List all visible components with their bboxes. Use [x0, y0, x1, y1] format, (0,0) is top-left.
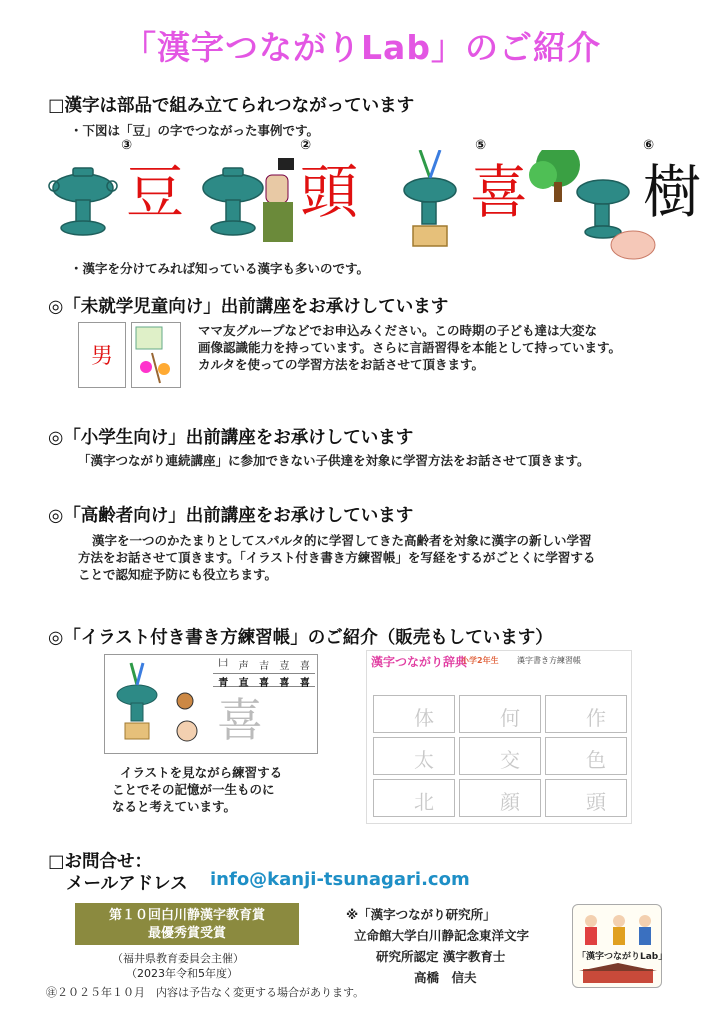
stroke-2-1: 青: [218, 678, 229, 689]
section5-caption-1: イラストを見ながら練習する: [120, 765, 283, 780]
logo-building-icon: [579, 963, 657, 985]
workbook-kanji-9: 頭: [586, 790, 606, 814]
section1-heading: □漢字は部品で組み立てられつながっています: [48, 96, 415, 116]
stroke-1-2: 声: [238, 661, 249, 672]
section4-line2: 方法をお話させて頂きます。「イラスト付き書き方練習帳」を写経をするがごとくに学習する: [78, 550, 596, 565]
karuta-card-picture: [131, 322, 181, 388]
section3-heading: ◎「小学生向け」出前講座をお承けしています: [48, 428, 414, 448]
award-badge: [75, 903, 299, 945]
section5-caption-2: ことでその記憶が一生ものに: [112, 782, 275, 797]
contact-email-label: メールアドレス: [66, 874, 188, 894]
award-sub1: （福井県教育委員会主催）: [112, 952, 244, 965]
stroke-2-3: 喜: [259, 678, 270, 689]
example-number-3: ⑤: [475, 138, 487, 153]
section4-line3: ことで認知症予防にも役立ちます。: [78, 567, 278, 582]
tree-illustration: [529, 150, 580, 202]
karuta-kanji: 男: [90, 344, 113, 369]
vessel-illustration-1: [49, 168, 117, 235]
example-kanji-1: 豆: [126, 158, 185, 226]
vessel-illustration-2: [203, 168, 263, 235]
org-line4: 高橋 信夫: [414, 970, 477, 985]
practice-illustration: [107, 657, 207, 751]
workbook-kanji-2: 何: [500, 706, 520, 730]
section2-line1: ママ友グループなどでお申込みください。この時期の子ども達は大変な: [198, 323, 598, 338]
workbook-cell-2: [459, 695, 541, 733]
vessel-illustration-4: [577, 180, 629, 238]
workbook-grade: 小学2年生: [461, 656, 499, 665]
stroke-2-2: 直: [238, 678, 249, 689]
stroke-2-4: 喜: [279, 678, 290, 689]
workbook-cell-1: [373, 695, 455, 733]
workbook-title: 漢字つながり辞典: [371, 655, 468, 669]
section4-heading: ◎「高齢者向け」出前講座をお承けしています: [48, 506, 414, 526]
practice-sheet: [104, 654, 318, 754]
example-number-1: ③: [121, 138, 133, 153]
section3-line: 「漢字つながり連続講座」に参加できない子供達を対象に学習方法をお話させて頂きます。: [78, 453, 590, 468]
example-kanji-2: [300, 158, 359, 226]
section1-note1: ・下図は「豆」の字でつながった事例です。: [70, 123, 320, 138]
workbook-kanji-7: 北: [414, 790, 434, 814]
example-kanji-3: 喜: [470, 158, 529, 226]
hand-illustration: [611, 231, 655, 259]
stroke-1-5: 喜: [299, 661, 310, 672]
section4-line1: 漢字を一つのかたまりとしてスパルタ的に学習してきた高齢者を対象に漢字の新しい学習: [92, 533, 592, 548]
workbook-cell-7: [373, 779, 455, 817]
lab-logo: [572, 904, 668, 988]
stroke-row-2: [213, 673, 315, 687]
stroke-row-1: [213, 657, 315, 671]
workbook-kanji-1: 体: [414, 706, 434, 730]
section2-heading: ◎「未就学児童向け」出前講座をお承けしています: [48, 297, 449, 317]
section1-note2: ・漢字を分けてみれば知っている漢字も多いのです。: [70, 261, 370, 276]
workbook-preview: [366, 650, 632, 824]
workbook-kanji-6: 色: [586, 748, 606, 772]
person-illustration: [263, 158, 294, 242]
workbook-kanji-4: 太: [414, 748, 434, 772]
example-kanji-2-text: 頭: [300, 158, 359, 226]
stroke-1-4: 壴: [279, 661, 290, 672]
contact-heading: □お問合せ：: [48, 852, 153, 872]
org-line1: ※「漢字つながり研究所」: [346, 907, 496, 922]
contact-email-link[interactable]: info@kanji-tsunagari.com: [210, 869, 470, 890]
award-sub2: （2023年令和5年度）: [126, 967, 238, 980]
karuta-picture-icon: [132, 323, 180, 387]
logo-text: 「漢字つながりLab」: [577, 952, 668, 962]
workbook-kanji-5: 交: [500, 748, 520, 772]
vessel-illustration-3: [404, 178, 456, 246]
award-line1: 第１０回白川静漢字教育賞: [108, 908, 265, 923]
example-number-4: ⑥: [643, 138, 655, 153]
example-kanji-4: 樹: [643, 158, 702, 226]
award-line2: 最優秀賞受賞: [147, 926, 226, 941]
org-line2: 立命館大学白川静記念東洋文字: [354, 928, 530, 943]
section2-line2: 画像認識能力を持っています。さらに言語習得を本能として持っています。: [198, 340, 622, 355]
org-line3: 研究所認定 漢字教育士: [376, 949, 506, 964]
section5-heading: ◎「イラスト付き書き方練習帳」のご紹介（販売もしています）: [48, 628, 553, 648]
footer-note: ㊟２０２５年１０月 内容は予告なく変更する場合があります。: [46, 986, 365, 999]
page-title: 「漢字つながりLab」のご紹介: [123, 28, 601, 67]
workbook-cell-8: [459, 779, 541, 817]
workbook-subtitle: 漢字書き方練習帳: [517, 656, 581, 665]
section2-line3: カルタを使っての学習方法をお話させて頂きます。: [198, 357, 485, 372]
karuta-card-kanji: [78, 322, 126, 388]
example-number-2: ②: [300, 138, 312, 153]
workbook-cell-3: [545, 695, 627, 733]
feather-illustration: [420, 150, 440, 178]
section5-caption-3: なると考えています。: [112, 799, 237, 814]
workbook-cell-5: [459, 737, 541, 775]
stroke-2-5: 喜: [299, 678, 310, 689]
workbook-cell-4: [373, 737, 455, 775]
practice-kanji: 喜: [217, 693, 263, 747]
stroke-1-3: 吉: [259, 661, 270, 672]
workbook-cell-6: [545, 737, 627, 775]
workbook-kanji-8: 顔: [500, 790, 520, 814]
workbook-cell-9: [545, 779, 627, 817]
logo-figures-icon: [577, 909, 659, 949]
workbook-kanji-3: 作: [586, 706, 606, 730]
stroke-1-1: 𠙵: [218, 658, 229, 669]
